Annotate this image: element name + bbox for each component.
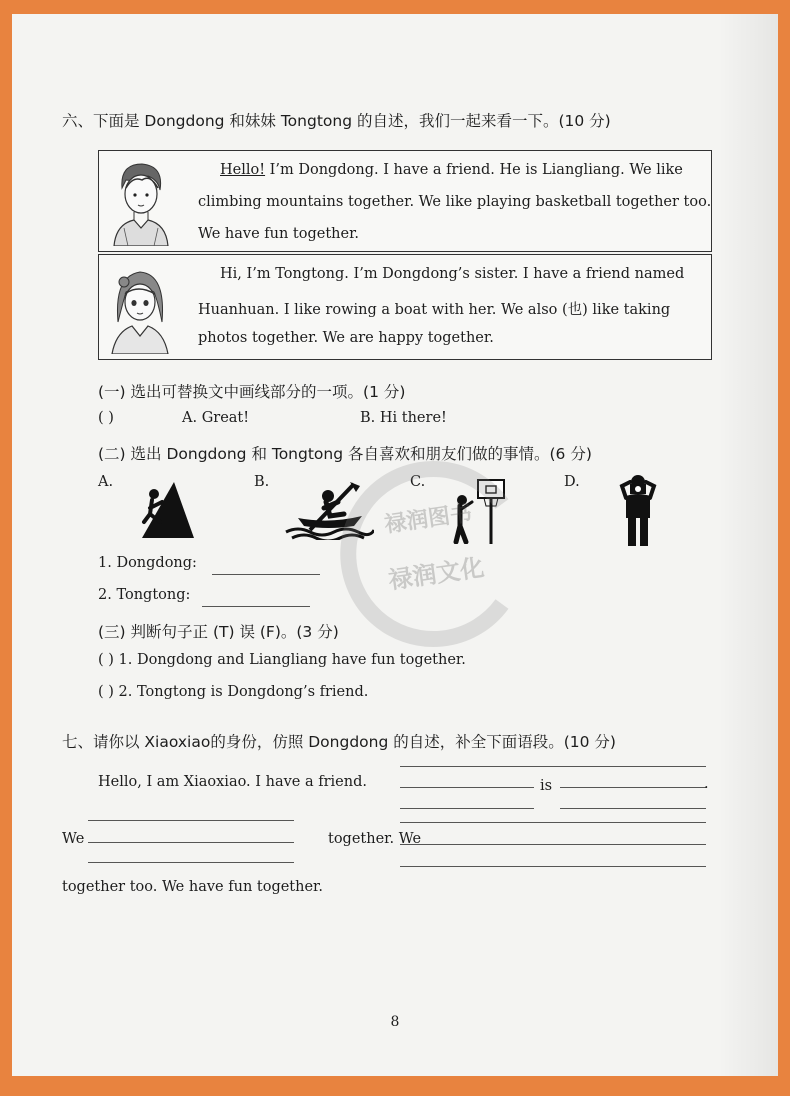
q2-label-d: D. <box>564 474 580 490</box>
section7-title: 七、请你以 Xiaoxiao的身份，仿照 Dongdong 的自述，补全下面语段。(10 分) <box>62 733 616 751</box>
section7-line1: Hello, I am Xiaoxiao. I have a friend. <box>98 774 367 790</box>
section6-title: 六、下面是 Dongdong 和妹妹 Tongtong 的自述，我们一起来看一下。(10 分) <box>62 112 611 130</box>
writing-line[interactable] <box>400 822 706 823</box>
tongtong-line3: photos together. We are happy together. <box>198 330 494 346</box>
q2-answer1-blank[interactable] <box>212 574 320 575</box>
writing-line[interactable] <box>400 866 706 867</box>
q2-prompt: (二) 选出 Dongdong 和 Tongtong 各自喜欢和朋友们做的事情。(6 分) <box>98 445 592 463</box>
q1-prompt: (一) 选出可替换文中画线部分的一项。(1 分) <box>98 383 406 401</box>
writing-line[interactable] <box>88 820 294 821</box>
dongdong-line2: climbing mountains together. We like playing basketball together too. <box>198 194 712 210</box>
q3-item2[interactable]: ( ) 2. Tongtong is Dongdong’s friend. <box>98 684 369 700</box>
writing-line[interactable] <box>400 766 706 767</box>
page-shadow <box>718 14 778 1076</box>
section7-period: . <box>704 776 709 792</box>
writing-line[interactable] <box>88 842 294 843</box>
q2-label-a: A. <box>98 474 114 490</box>
writing-line[interactable] <box>560 808 706 809</box>
section7-together-we: together. We <box>328 831 422 847</box>
worksheet-page <box>12 14 778 1076</box>
q1-answer-paren[interactable]: ( ) <box>98 410 114 426</box>
writing-line[interactable] <box>400 844 706 845</box>
q1-option-b[interactable]: B. Hi there! <box>360 410 447 426</box>
writing-line[interactable] <box>560 787 706 788</box>
watermark-text-2: 禄润文化 <box>386 553 486 595</box>
q2-label-c: C. <box>410 474 426 490</box>
watermark-text-1: 禄润图书 <box>382 500 474 538</box>
q2-answer1-label: 1. Dongdong: <box>98 555 197 571</box>
page-number: 8 <box>390 1014 400 1030</box>
girl-portrait-icon <box>108 262 172 354</box>
q2-label-b: B. <box>254 474 270 490</box>
tongtong-line2: Huanhuan. I like rowing a boat with her. We also (也) like taking <box>198 302 671 318</box>
q2-answer2-label: 2. Tongtong: <box>98 587 191 603</box>
section7-we: We <box>62 831 85 847</box>
section7-line3: together too. We have fun together. <box>62 879 323 895</box>
photo-taking-icon <box>618 474 658 546</box>
q3-prompt: (三) 判断句子正 (T) 误 (F)。(3 分) <box>98 623 339 641</box>
writing-line[interactable] <box>88 862 294 863</box>
writing-line[interactable] <box>400 808 534 809</box>
writing-line[interactable] <box>400 787 534 788</box>
q2-answer2-blank[interactable] <box>202 606 310 607</box>
dongdong-line1: I’m Dongdong. I have a friend. He is Liangliang. We like <box>269 162 683 178</box>
boy-portrait-icon <box>108 158 172 246</box>
dongdong-line3: We have fun together. <box>198 226 360 242</box>
q3-item1[interactable]: ( ) 1. Dongdong and Liangliang have fun together. <box>98 652 466 668</box>
climbing-icon <box>140 480 196 540</box>
underlined-greeting: Hello! <box>220 162 266 178</box>
section7-is: is <box>540 778 553 794</box>
tongtong-line1: Hi, I’m Tongtong. I’m Dongdong’s sister. I have a friend named <box>220 266 685 282</box>
q1-option-a[interactable]: A. Great! <box>182 410 250 426</box>
